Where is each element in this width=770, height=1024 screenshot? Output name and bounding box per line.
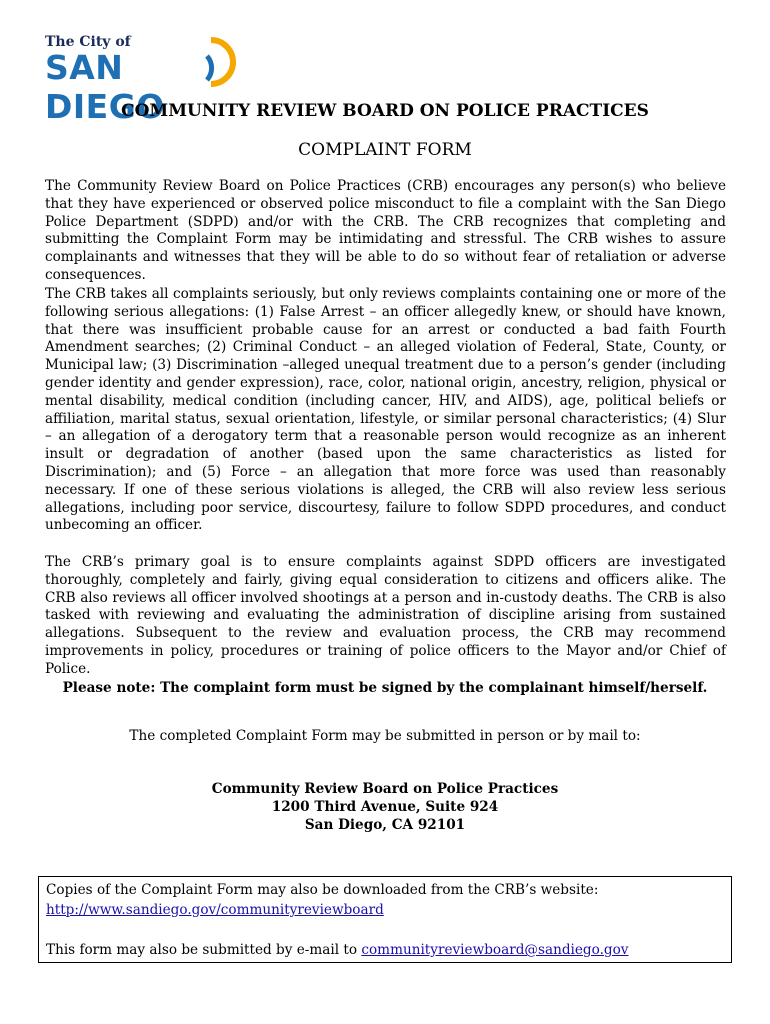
city-logo bbox=[45, 34, 245, 126]
allegations-paragraph: The CRB takes all complaints seriously, but only reviews complaints containing one or more of the following serious allegations: (1) False Arrest – an officer allegedly knew, or should have known, that there was insufficient probable cause for an arrest or conducted a bad faith Fourth Amendment searches; (2) Criminal Conduct – an alleged violation of Federal, State, County, or Municipal law; (3) Discrimination –alleged unequal treatment due to a person’s gender (including gender identity and gender expression), race, color, national origin, ancestry, religion, physical or mental disability, medical condition (including cancer, HIV, and AIDS), age, political beliefs or affiliation, marital status, sexual orientation, lifestyle, or similar personal characteristics; (4) Slur – an allegation of a derogatory term that a reasonable person would recognize as an inherent insult or degradation of another (based upon the same characteristics as listed for Discrimination); and (5) Force – an allegation that more force was used than reasonably necessary. If one of these serious violations is alleged, the CRB will also review less serious allegations, including poor service, discourtesy, failure to follow SDPD procedures, and conduct unbecoming an officer. bbox=[45, 286, 726, 534]
email-line bbox=[46, 940, 724, 960]
email-link[interactable]: communityreviewboard@sandiego.gov bbox=[361, 942, 629, 958]
email-text: This form may also be submitted by e-mail to bbox=[46, 942, 362, 958]
mailing-address bbox=[0, 781, 770, 834]
sun-wave-icon bbox=[205, 36, 245, 88]
address-line-1: Community Review Board on Police Practices bbox=[211, 781, 559, 797]
website-link[interactable]: http://www.sandiego.gov/communityreviewboard bbox=[46, 902, 384, 918]
logo-small-text: The City of bbox=[45, 34, 131, 50]
signature-note: Please note: The complaint form must be signed by the complainant himself/herself. bbox=[62, 680, 708, 696]
contact-box bbox=[38, 876, 732, 963]
submission-instructions: The completed Complaint Form may be submitted in person or by mail to: bbox=[129, 728, 641, 744]
goal-paragraph: The CRB’s primary goal is to ensure complaints against SDPD officers are investigated thoroughly, completely and fairly, giving equal consideration to citizens and officers alike. The CRB also reviews all officer involved shootings at a person and in-custody deaths. The CRB is also tasked with reviewing and evaluating the administration of discipline arising from sustained allegations. Subsequent to the review and evaluation process, the CRB may recommend improvements in policy, procedures or training of police officers to the Mayor and/or Chief of Police. bbox=[45, 554, 726, 677]
copies-text: Copies of the Complaint Form may also be downloaded from the CRB’s website: bbox=[46, 882, 599, 898]
intro-paragraph: The Community Review Board on Police Practices (CRB) encourages any person(s) who believe that they have experienced or observed police misconduct to file a complaint with the San Diego Police Department (SDPD) and/or with the CRB. The CRB recognizes that completing and submitting the Complaint Form may be intimidating and stressful. The CRB wishes to assure complainants and witnesses that they will be able to do so without fear of retaliation or adverse consequences. bbox=[45, 178, 726, 283]
page-title: COMMUNITY REVIEW BOARD ON POLICE PRACTICES bbox=[121, 101, 649, 121]
page-subtitle: COMPLAINT FORM bbox=[298, 140, 472, 160]
logo-big-text: SAN DIEGO bbox=[45, 48, 165, 126]
address-line-2: 1200 Third Avenue, Suite 924 bbox=[271, 798, 499, 815]
address-line-3: San Diego, CA 92101 bbox=[304, 816, 466, 833]
